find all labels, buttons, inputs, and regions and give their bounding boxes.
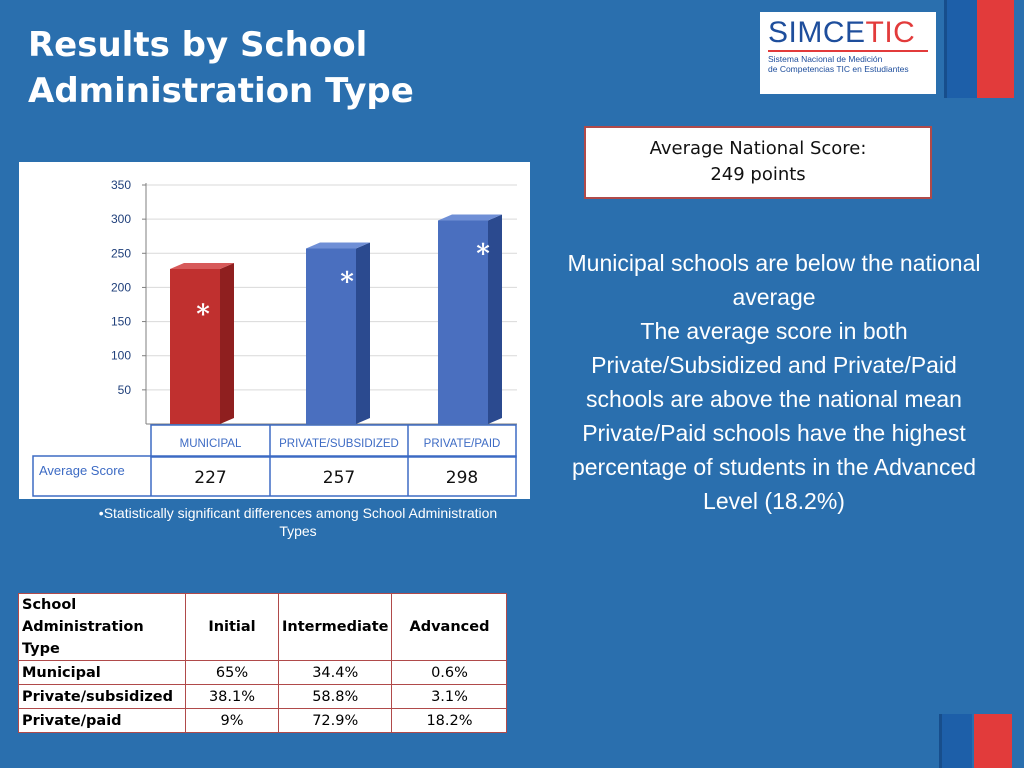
significance-marker: * (340, 267, 354, 298)
top-stripe-red (977, 0, 1014, 98)
table-cell: 0.6% (392, 661, 507, 685)
average-score-value: 249 points (710, 164, 806, 185)
simcetic-logo (760, 12, 936, 94)
data-value-label: 257 (322, 468, 356, 488)
y-tick-label: 50 (117, 382, 131, 397)
data-value-label: 298 (445, 468, 479, 488)
bar-chart (19, 162, 530, 499)
y-tick-label: 100 (110, 348, 131, 363)
bar-side (356, 243, 370, 424)
bar-chart-panel (19, 162, 530, 499)
page-title: Results by School Administration Type (28, 25, 414, 111)
logo-subtitle: Sistema Nacional de Medición de Competencias TIC en Estudiantes (768, 54, 909, 74)
table-cell: 3.1% (392, 685, 507, 709)
y-tick-label: 350 (110, 178, 131, 192)
y-tick-label: 250 (110, 246, 131, 261)
top-stripe-blue (944, 0, 977, 98)
bar-side (488, 215, 502, 424)
table-cell: 65% (186, 661, 279, 685)
table-header: School Administration Type (19, 594, 186, 661)
x-category-label: MUNICIPAL (179, 438, 242, 450)
table-cell: 72.9% (279, 709, 392, 733)
significance-marker: * (196, 299, 210, 330)
table-cell: Private/subsidized (19, 685, 186, 709)
bar (170, 269, 220, 424)
logo-wordmark: SIMCETIC (768, 16, 916, 49)
finding-3: Private/Paid schools have the highest percentage of students in the Advanced Level (18.2%) (571, 420, 977, 514)
table-row (19, 685, 507, 709)
significance-note: •Statistically significant differences among School Administration Types (98, 505, 498, 539)
table-row (19, 709, 507, 733)
table-cell: Private/paid (19, 709, 186, 733)
logo-rule (768, 50, 928, 52)
y-tick-label: 300 (110, 212, 131, 227)
average-score-label: Average National Score: (649, 138, 867, 159)
table-header: Intermediate (279, 594, 392, 661)
data-value-label: 227 (194, 468, 227, 488)
table-header: Initial (186, 594, 279, 661)
y-tick-label: 150 (110, 314, 131, 329)
table-cell: 18.2% (392, 709, 507, 733)
y-tick-label: 200 (110, 280, 131, 295)
table-header-row (19, 594, 507, 661)
table-cell: 34.4% (279, 661, 392, 685)
performance-levels-table (18, 593, 507, 733)
series-label: Average Score (39, 463, 125, 478)
x-category-label: PRIVATE/PAID (423, 438, 501, 450)
bar-side (220, 263, 234, 424)
finding-2: The average score in both Private/Subsidized and Private/Paid schools are above the national mean (586, 318, 962, 412)
table-row (19, 661, 507, 685)
bottom-stripe-blue (939, 714, 972, 768)
average-score-box (584, 126, 932, 199)
table-cell: Municipal (19, 661, 186, 685)
finding-1: Municipal schools are below the national average (567, 250, 981, 310)
bottom-stripe-red (974, 714, 1012, 768)
table-cell: 9% (186, 709, 279, 733)
table-cell: 58.8% (279, 685, 392, 709)
x-category-label: PRIVATE/SUBSIDIZED (279, 438, 399, 450)
findings-text (556, 246, 992, 518)
table-header: Advanced (392, 594, 507, 661)
significance-marker: * (476, 239, 490, 270)
table-cell: 38.1% (186, 685, 279, 709)
